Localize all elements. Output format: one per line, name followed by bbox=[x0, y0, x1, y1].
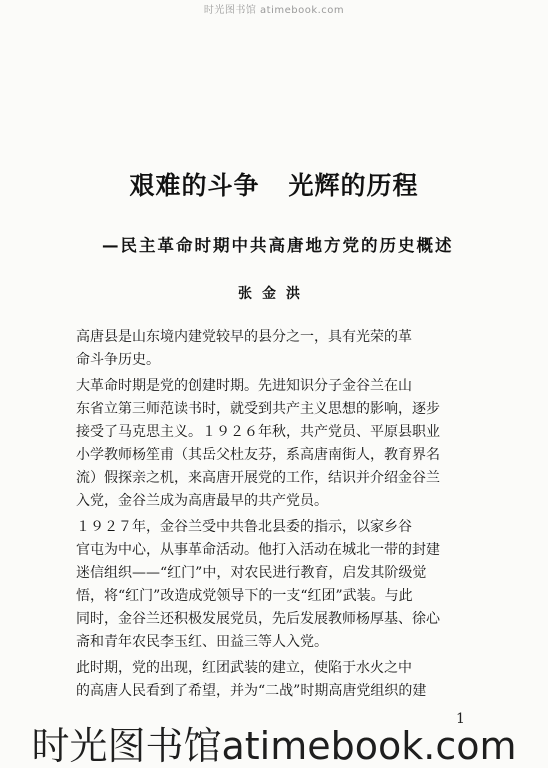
article-subtitle: —民主革命时期中共高唐地方党的历史概述 bbox=[102, 236, 454, 255]
body-line: 同时，金谷兰还积极发展党员，先后发展教师杨厚基、徐心 bbox=[76, 611, 440, 627]
article-title: 艰难的斗争 光辉的历程 bbox=[129, 171, 419, 200]
body-line: 入党，金谷兰成为高唐最早的共产党员。 bbox=[76, 493, 328, 509]
body-line: 悟，将“红门”改造成党领导下的一支“红团”武装。与此 bbox=[76, 588, 413, 604]
body-line: 流）假探亲之机，来高唐开展党的工作，结识并介绍金谷兰 bbox=[76, 470, 440, 486]
body-line: 接受了马克思主义。１９２６年秋，共产党员、平原县职业 bbox=[76, 424, 440, 440]
body-line: 的高唐人民看到了希望，并为“二战”时期高唐党组织的建 bbox=[76, 683, 427, 699]
body-line: １９２７年，金谷兰受中共鲁北县委的指示，以家乡谷 bbox=[76, 519, 412, 535]
body-line: 东省立第三师范读书时，就受到共产主义思想的影响，逐步 bbox=[76, 401, 440, 417]
body-line: 大革命时期是党的创建时期。先进知识分子金谷兰在山 bbox=[76, 378, 412, 394]
header-watermark: 时光图书馆 atimebook.com bbox=[203, 5, 345, 16]
body-line: 迷信组织——“红门”中，对农民进行教育，启发其阶级觉 bbox=[76, 565, 427, 581]
body-line: 官屯为中心，从事革命活动。他打入活动在城北一带的封建 bbox=[76, 542, 440, 558]
body-line: 命斗争历史。 bbox=[76, 352, 160, 368]
footer-watermark: 时光图书馆atimebook.com bbox=[31, 723, 517, 768]
body-line: 此时期，党的出现，红团武装的建立，使陷于水火之中 bbox=[76, 660, 412, 676]
body-line: 斋和青年农民李玉红、田益三等人入党。 bbox=[76, 634, 328, 650]
body-line: 高唐县是山东境内建党较早的县分之一，具有光荣的革 bbox=[76, 329, 412, 345]
author-name: 张金洪 bbox=[238, 286, 310, 302]
body-line: 小学教师杨笙甫（其岳父杜友芬，系高唐南街人，教育界名 bbox=[76, 447, 440, 463]
page-number: 1 bbox=[456, 711, 465, 727]
